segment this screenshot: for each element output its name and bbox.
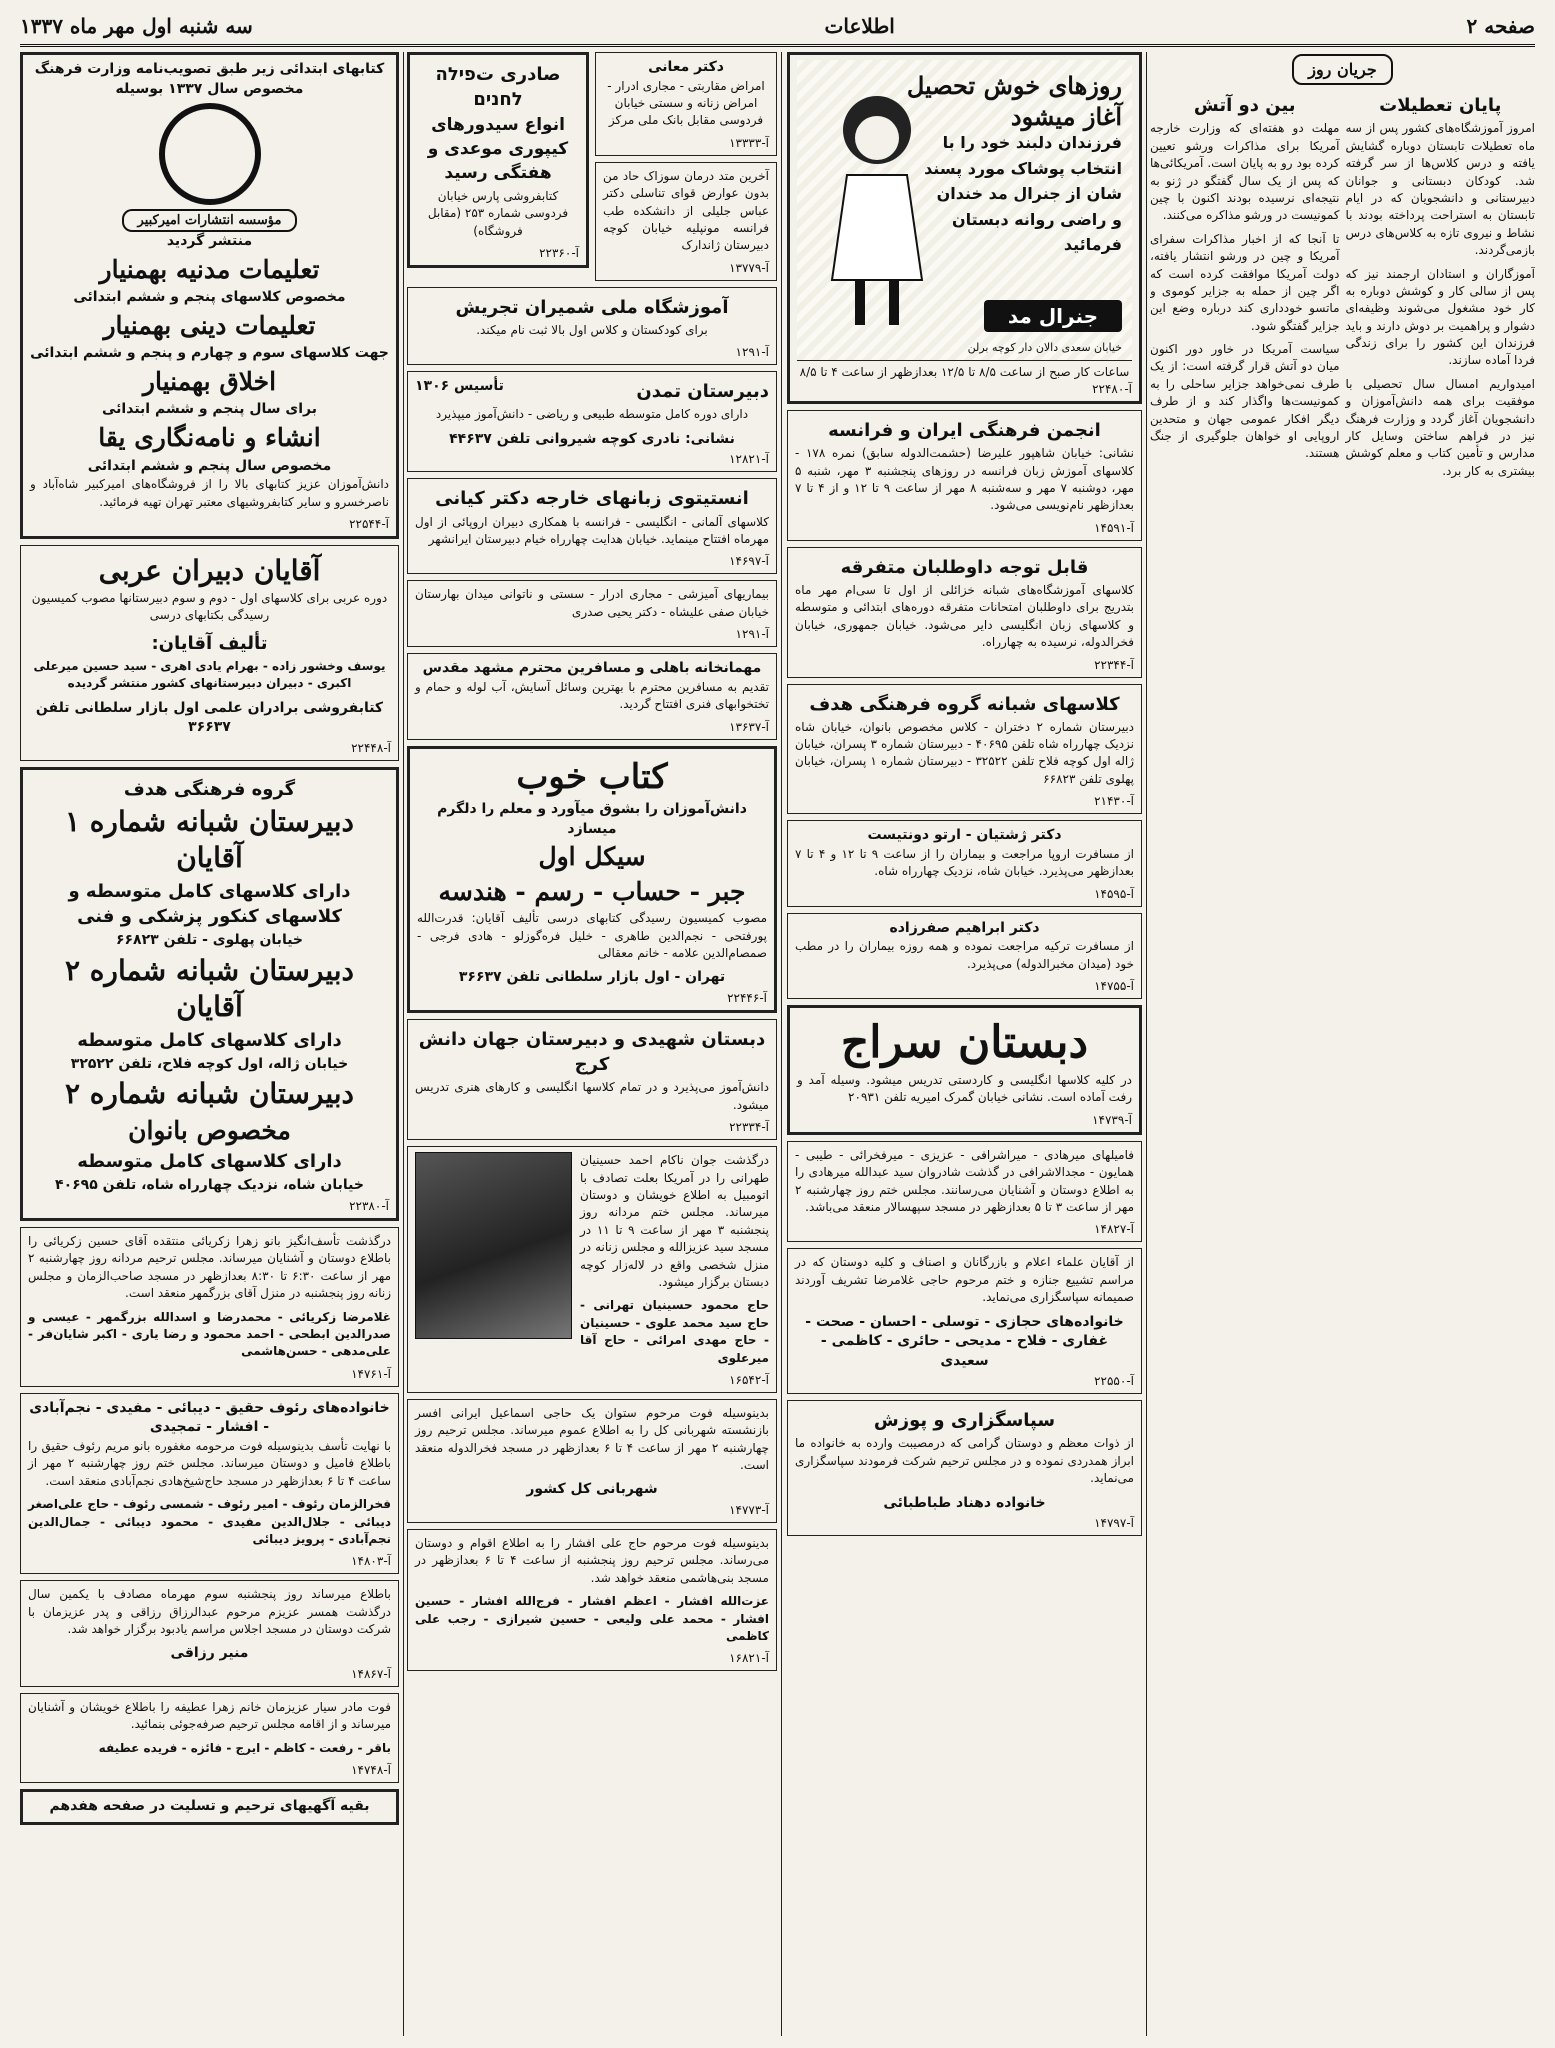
ad-afshar [407, 1529, 777, 1671]
ads-column-far-left [20, 52, 399, 2036]
ad-title: انستیتوی زبانهای خارجه دکتر کیانی [435, 488, 749, 510]
ad-arabic-teachers [20, 545, 399, 761]
ad-code: آ-۱۲۹۱ [735, 627, 769, 642]
ad-title: دبستان سراج [840, 1017, 1089, 1068]
ad-title: دکتر ابراهیم صفرزاده [889, 919, 1040, 936]
ad-names: باقر - رفعت - کاظم - ایرج - فائزه - فریده عطیفه [98, 1740, 391, 1755]
ad-doctor-sadri [407, 580, 777, 647]
book-title: اخلاق بهمنیار [142, 366, 277, 396]
ad-signature: شهربانی کل کشور [526, 1481, 658, 1498]
ad-body: انواع سیدورهای کیپوری موعدی و هفتگی رسید [427, 115, 569, 183]
ad-title: کتابهای ابتدائی زیر طبق تصویب‌نامه وزارت فرهنگ مخصوص سال ۱۳۳۷ بوسیله [34, 61, 385, 97]
ad-body: فوت مادر سیار عزیزمان خانم زهرا عطیفه را باطلاع خویشان و آشنایان میرساند و از اقامه مجلس ترحیم صرفه‌جوئی بنمائید. [28, 1700, 391, 1732]
ad-hours: ساعات کار صبح از ساعت ۸/۵ تا ۱۲/۵ بعدازظهر از ساعت ۴ تا ۸/۵ [799, 365, 1130, 379]
ad-names: غلامرضا زکریائی - محمدرضا و اسدالله بزرگمهر - عیسی و صدرالدین ابطحی - احمد محمود و رضا یاری - اکبر شایان‌فر - علی‌مدهی - حسن‌هاشمی [28, 1309, 391, 1359]
ad-body: امراض مقاربتی - مجاری ادرار - امراض زنانه و سستی خیابان فردوسی مقابل بانک ملی مرکز [607, 78, 765, 128]
ad-founded: تأسیس ۱۳۰۶ [415, 378, 504, 395]
section-label: جریان روز [1292, 54, 1393, 85]
school-desc: دارای کلاسهای کامل متوسطه [77, 1151, 342, 1173]
ad-code: آ-۱۶۵۴۲ [729, 1372, 769, 1387]
ad-body: بدینوسیله فوت مرحوم حاج علی افشار را به اطلاع اقوام و دوستان می‌رساند. مجلس ترحیم روز پنجشنبه از ساعت ۴ تا ۶ بعدازظهر در مسجد بنی‌هاشمی منعقد خواهد شد. [415, 1536, 769, 1585]
ad-address: خیابان سعدی دالان دار کوچه برلن [967, 341, 1122, 354]
school-address: خیابان پهلوی - تلفن ۶۶۸۲۳ [115, 932, 304, 949]
ad-authors-label: تألیف آقایان: [151, 632, 268, 654]
ad-amirkabir-books [20, 52, 399, 539]
portrait-photo [415, 1152, 572, 1339]
ad-code: آ-۲۲۳۸۰ [349, 1199, 389, 1214]
article-paragraph: تا آنجا که از اخبار مذاکرات سفرای آمریکا و چین در ورشو انتشار یافته، دولت آمریکا موافقت کرده است که اگر چین از حمله به جزایر کوموی و ماتسو خودداری کند درباره وضع این جزایر گفتگو شود. [1150, 231, 1340, 333]
ad-code: آ-۱۴۷۳۹ [1092, 1112, 1132, 1127]
ad-body: فامیلهای میرهادی - میراشرافی - عزیزی - میرفخرائی - طیبی - همایون - مجدالاشرافی در گذشت شادروان سید عبدالله میرهادی را به اطلاع دوستان و آشنایان می‌رسانند. مجلس ختم روز چهارشنبه ۲ مهر از ساعت ۳ تا ۵ بعدازظهر در مسجد سپهسالار منعقد می‌باشد. [795, 1147, 1134, 1214]
ad-title: دکتر ژشتیان - ارتو دونتیست [867, 827, 1062, 844]
ad-body: برای کودکستان و کلاس اول بالا ثبت نام میکند. [476, 322, 708, 337]
ad-body: آخرین متد درمان سوزاک حاد من بدون عوارض قوای تناسلی دکتر عباس جلیلی از دانشکده طب فرانسه مونپلیه خیابان کوچه دبیرستان ژاندارک [603, 168, 769, 253]
article-paragraph: امروز آموزشگاه‌های کشور پس از سه ماه تعطیلات تابستان دوباره گشایش یافته و درس کلاس‌ها از سر گرفته شد. کودکان دبستانی و جوانان دبیرستانی و دانشجویان که در ایام تابستان به استراحت پرداخته بودند با نشاط و نیروی تازه به کلاس‌های درس بازمی‌گردند. [1345, 121, 1535, 258]
ad-body: دبیرستان شماره ۲ دختران - کلاس مخصوص بانوان، خیابان شاه نزدیک چهارراه شاه تلفن ۴۰۶۹۵ - دبیرستان شماره ۳ پسران، خیابان ژاله اول کوچه فلاح تلفن ۳۲۵۲۲ - دبیرستان شماره ۱ پسران، خیابان پهلوی تلفن ۶۶۸۲۳ [795, 719, 1135, 786]
book-title: انشاء و نامه‌نگاری یقا [98, 423, 321, 453]
ad-code: آ-۱۴۷۹۷ [1094, 1516, 1134, 1531]
ad-code: آ-۲۲۴۴۸ [351, 740, 391, 755]
publisher-name: مؤسسه انتشارات امیرکبیر [122, 209, 298, 232]
article-title: بین دو آتش [1193, 95, 1296, 117]
brand-logo: جنرال مد [984, 300, 1122, 332]
ad-code: آ-۱۴۷۶۱ [351, 1366, 391, 1381]
ad-hadaf-classes [787, 684, 1142, 815]
ad-body: دانش‌آموز می‌پذیرد و در تمام کلاسها انگلیسی و کارهای هنری تدریس میشود. [415, 1080, 769, 1112]
page-header [20, 8, 1535, 47]
ad-mourning-mirhadi [787, 1141, 1142, 1243]
ad-body: تقدیم به مسافرین محترم با بهترین وسائل آسایش، آب لوله و حمام و تختخوابهای فنری افتتاح گردید. [415, 679, 769, 712]
ad-atifeh [20, 1693, 399, 1783]
ad-doctor-maani [595, 52, 777, 156]
ad-code: آ-۱۲۸۲۱ [729, 452, 769, 467]
ad-doctor-jalili [595, 162, 777, 281]
book-note: مخصوص سال پنجم و ششم ابتدائی [87, 457, 332, 474]
ad-body: دانش‌آموزان عزیز کتابهای بالا را از فروشگاه‌های امیرکبیر شاه‌آباد و ناصرخسرو و سایر کتابفروشیهای معتبر تهران تهیه فرمائید. [30, 477, 389, 509]
ad-body: از مسافرت اروپا مراجعت و بیماران را از ساعت ۹ تا ۱۲ و ۴ تا ۷ بعدازظهر می‌پذیرد. خیابان شاه، نزدیک چهارراه شاه. [795, 846, 1135, 879]
issue-date: سه شنبه اول مهر ماه ۱۳۳۷ [20, 14, 253, 38]
ad-shop: کتابفروشی پارس خیابان فردوسی شماره ۲۵۳ (مقابل فروشگاه) [427, 188, 569, 238]
ad-signature: خانواده دهناد طباطبائی [883, 1494, 1046, 1511]
ad-body: کلاسهای آموزشگاه‌های شبانه خزائلی از اول تا سی‌ام مهر ماه بتدریج برای داوطلبان امتحانات متفرقه دوره‌های ابتدائی و متوسطه و کلاسهای زبان انگلیسی دایر می‌شود. خیابان جمهوری، خیابان فخرالدوله، نرسیده به چهارراه. [795, 582, 1134, 650]
publisher-logo-icon [159, 103, 261, 205]
ad-body: کلاسهای آلمانی - انگلیسی - فرانسه با همکاری دبیران اروپائی از اول مهرماه افتتاح مینماید. خیابان هدایت چهارراه خیام دبیرستان ایرانشهر [415, 514, 769, 547]
ad-doctor-safarzadeh [787, 913, 1142, 999]
ad-code: آ-۱۴۸۲۷ [1094, 1222, 1134, 1237]
ad-code: آ-۲۲۴۴۶ [727, 991, 767, 1006]
ad-code: آ-۱۴۷۵۵ [1094, 979, 1134, 993]
ad-subjects: جبر - حساب - رسم - هندسه [438, 876, 746, 906]
ad-code: آ-۲۲۳۴۴ [1094, 657, 1134, 672]
column-rule [781, 52, 782, 2036]
ad-code: آ-۱۳۳۳۳ [729, 135, 769, 150]
ad-names: فخرالزمان رئوف - امیر رئوف - شمسی رئوف - حاج علی‌اصغر دیبائی - جلال‌الدین مفیدی - محمود دیبائی - جمال‌الدین نجم‌آبادی - پرویز دیبائی [28, 1497, 391, 1546]
book-note: جهت کلاسهای سوم و چهارم و پنجم و ششم ابتدائی [30, 345, 389, 362]
ad-title: آموزشگاه ملی شمیران تجریش [455, 296, 729, 318]
ad-body: با نهایت تأسف بدینوسیله فوت مرحومه مغفوره بانو مریم رئوف حقیق را باطلاع فامیل و دوستان میرساند. مجلس ختم روز چهارشنبه ۲ مهر از ساعت ۴ تا ۶ بعدازظهر در مسجد حاج‌شیخ‌هادی نجم‌آبادی منعقد است. [28, 1438, 391, 1488]
ad-body: درگذشت جوان ناکام احمد حسینیان طهرانی را در آمریکا بعلت تصادف با اتومبیل به اطلاع خویشان و دوستان میرساند. مجلس ختم مردانه روز پنجشنبه ۳ مهر از ساعت ۹ تا ۱۱ در مسجد سید عزیزالله و مجلس زنانه در منزل شخصی واقع در لاله‌زار کوچه دبستان برگزار میشود. [580, 1153, 770, 1289]
article-paragraph: امیدواریم امسال سال تحصیلی با موفقیت برای همه دانش‌آموزان و دانشجویان آغاز گردد و وزارت فرهنگ نیز در فراهم ساختن وسایل کار مدارس و تأمین کتاب و معلم کوشش بیشتری به کار برد. [1345, 376, 1535, 478]
ad-title: دبیرستان تمدن [636, 381, 769, 403]
ad-zakariaei [20, 1227, 399, 1387]
girl-illustration [807, 80, 937, 340]
ad-attention [787, 547, 1142, 678]
ad-languages-institute [407, 478, 777, 574]
article-paragraph: مهلت دو هفته‌ای که وزارت خارجه آمریکا برای مذاکرات ورشو تعیین کرده بود رو به پایان است. آمریکائی‌ها که پس از یک سال گفتگو در ژنو به نتیجه‌ای نرسیده بودند اکنون با چین کمونیست در ورشو مذاکره می‌کنند. [1150, 121, 1340, 223]
ad-seraj-school [787, 1005, 1142, 1135]
editorial-column [1150, 52, 1535, 2036]
ad-code: آ-۱۴۷۷۳ [729, 1503, 769, 1518]
school-subtitle: مخصوص بانوان [128, 1115, 291, 1145]
ads-column-left [407, 52, 777, 2036]
ad-body: از ذوات معظم و دوستان گرامی که درمصیبت وارده به خانواده ما ابراز همدردی نموده و در مجلس ترحیم شرکت فرمودند سپاسگزاری می‌نماید. [795, 1436, 1134, 1486]
ad-body: بدینوسیله فوت مرحوم ستوان یک حاجی اسماعیل ایرانی افسر بازنشسته شهربانی کل را به اطلاع عموم میرساند. مجلس ترحیم روز چهارشنبه ۲ مهر از ساعت ۴ تا ۶ بعدازظهر در مسجد فخرالدوله منعقد است. [415, 1405, 770, 1473]
ad-title: قابل توجه داوطلبان متفرقه [840, 556, 1089, 578]
ad-names: خانواده‌های حجازی - توسلی - احسان - صحت - غفاری - فلاح - مدیحی - حائری - کاظمی - سعیدی [805, 1313, 1124, 1369]
ad-title: انجمن فرهنگی ایران و فرانسه [828, 420, 1101, 441]
ad-body: مصوب کمیسیون رسیدگی کتابهای درسی تألیف آقایان: قدرت‌الله پورفتحی - نجم‌الدین طاهری - خلیل فره‌گوزلو - هادی فرجی - صمصام‌الدین علامه - خانم معقالی [417, 911, 767, 961]
ad-body: درگذشت تأسف‌انگیز بانو زهرا زکریائی منتقده آقای حسین زکریائی را باطلاع دوستان و آشنایان میرساند. مجلس ترحیم مردانه روز چهارشنبه ۲ مهر از ساعت ۶:۳۰ تا ۸:۳۰ بعدازظهر در مسجد صاحب‌الزمان و مجلس زنانه روز پنجشنبه در منزل آقای بزرگمهر منعقد است. [28, 1234, 392, 1301]
ad-code: آ-۱۳۶۳۷ [729, 719, 769, 734]
ad-code: آ-۲۲۳۶۰ [539, 245, 579, 260]
ads-column-middle [787, 52, 1142, 2036]
continued-note: بقیه آگهیهای ترحیم و تسلیت در صفحه هفدهم [20, 1789, 399, 1825]
column-rule [1146, 52, 1147, 2036]
school-address: خیابان شاه، نزدیک چهارراه شاه، تلفن ۴۰۶۹۵ [55, 1177, 364, 1194]
article-title: پایان تعطیلات [1379, 95, 1502, 117]
ad-subtitle: دانش‌آموزان را بشوق میآورد و معلم را دلگرم میسازد [437, 801, 747, 837]
ad-tajrish-school [407, 287, 777, 366]
column-rule [403, 52, 404, 2036]
ad-sidur [407, 52, 589, 268]
ad-body: باطلاع میرساند روز پنجشنبه سوم مهرماه مصادف با یکمین سال درگذشت همسر عزیزم مرحوم عبدالرزاق رزاقی و پدر عزیزمان با شرکت دوستان در مسجد اجلاس مراسم یادبود برگزار خواهد شد. [28, 1587, 391, 1637]
newspaper-title: اطلاعات [824, 14, 895, 38]
ad-series: سیکل اول [538, 842, 646, 872]
ad-title: دکتر معانی [648, 59, 724, 75]
ad-title: دبستان شهیدی و دبیرستان جهان دانش کرج [418, 1029, 766, 1076]
ad-general-mode [787, 52, 1142, 404]
ad-title: کلاسهای شبانه گروه فرهنگی هدف [809, 693, 1120, 715]
school-title: دبیرستان شبانه شماره ۲ آقایان [64, 953, 355, 1024]
ad-body: در کلیه کلاسها انگلیسی و کاردستی تدریس میشود. وسیله آمد و رفت آماده است. نشانی خیابان گمرک امیریه تلفن ۲۰۹۳۱ [797, 1073, 1132, 1105]
ad-mashhad-hotel [407, 653, 777, 739]
group-name: گروه فرهنگی هدف [123, 778, 296, 800]
school-desc: دارای کلاسهای کامل متوسطه [77, 1029, 342, 1051]
ad-hadaf-group [20, 767, 399, 1221]
article-paragraph: آموزگاران و استادان ارجمند نیز که پس از سالی کار و کوشش دوباره به کار خود مشغول می‌شوند وظیفه‌ای دشوار و پراهمیت بر دوش دارند و باید فرزندان این کشور را برای زندگی فردا آماده سازند. [1345, 266, 1535, 368]
ad-title: آقایان دبیران عربی [98, 553, 321, 587]
ad-code: آ-۱۴۸۶۷ [351, 1667, 391, 1682]
book-note: برای سال پنجم و ششم ابتدائی [102, 401, 317, 418]
ad-code: آ-۲۲۵۴۴ [349, 516, 389, 531]
ad-authors: یوسف وخشور زاده - بهرام یادی اهری - سید حسین میرعلی اکبری - دبیران دبیرستانهای کشور منتشر گردیده [33, 658, 386, 691]
ad-code: آ-۱۶۸۲۱ [729, 1651, 769, 1666]
school-address: خیابان ژاله، اول کوچه فلاح، تلفن ۳۲۵۲۲ [70, 1055, 349, 1072]
ad-code: آ-۲۲۴۸۰ [1092, 382, 1132, 396]
ad-title: صادری تפילה לחנים [435, 64, 561, 111]
ad-ulama-thanks [787, 1248, 1142, 1394]
book-title: تعلیمات مدنیه بهمنیار [99, 254, 320, 284]
ad-body: از آقایان علماء اعلام و بازرگانان و اصناف و کلیه دوستان که در مراسم تشییع جنازه و ختم مرحوم حاجی غلامرضا تشریف آوردند صمیمانه سپاسگزاری می‌نماید. [795, 1255, 1134, 1305]
ad-police-officer [407, 1399, 777, 1523]
ad-title: مهمانخانه باهلی و مسافرین محترم مشهد مقدس [422, 660, 762, 677]
ad-names: عزت‌الله افشار - اعظم افشار - فرج‌الله افشار - حسین افشار - محمد علی ولیعی - حسین شیرازی - رجب علی کاظمی [415, 1594, 769, 1643]
ad-karaj-school [407, 1019, 777, 1140]
ad-thanks-apology [787, 1400, 1142, 1536]
ad-code: آ-۱۳۷۷۹ [729, 260, 769, 275]
ad-code: آ-۱۴۷۴۸ [351, 1763, 391, 1778]
ad-code: آ-۲۲۵۵۰ [1094, 1374, 1134, 1389]
ad-tamadon-school [407, 371, 777, 472]
ad-title: سپاسگزاری و پوزش [873, 1410, 1056, 1432]
ad-anjoman [787, 410, 1142, 541]
ad-names: حاج محمود حسینیان تهرانی - حاج سید محمد علوی - حسینیان - حاج مهدی امرائی - حاج آقا میرعلوی [580, 1298, 769, 1365]
ad-shop: کتابفروشی برادران علمی اول بازار سلطانی تلفن ۳۶۶۳۷ [35, 699, 384, 736]
ad-body: بیماریهای آمیزشی - مجاری ادرار - سستی و ناتوانی میدان بهارستان خیابان صفی علیشاه - دکتر یحیی صدری [415, 587, 769, 619]
ad-code: آ-۱۴۵۹۵ [1094, 886, 1134, 901]
page-number: صفحه ۲ [1466, 14, 1535, 38]
ad-doctor-orthodontist [787, 820, 1142, 906]
school-desc: دارای کلاسهای کامل متوسطه و کلاسهای کنکور پزشکی و فنی [68, 880, 351, 928]
ad-address: نشانی: نادری کوچه شیروانی تلفن ۴۴۶۳۷ [449, 430, 735, 447]
children-illustration [797, 60, 1132, 361]
ad-code: آ-۱۴۵۹۱ [1094, 520, 1134, 535]
school-title: دبیرستان شبانه شماره ۱ آقایان [64, 805, 355, 875]
ad-rouf [20, 1393, 399, 1575]
ad-body: نشانی: خیابان شاهپور علیرضا (حشمت‌الدوله سابق) نمره ۱۷۸ - کلاسهای آموزش زبان فرانسه در روزهای پنجشنبه ۳ مهر، شنبه ۵ مهر، دوشنبه ۷ مهر و سه‌شنبه ۸ مهر از ساعت ۹ تا ۱۲ و از ۴ تا ۷ بعدازظهر نام‌نویسی می‌شود. [795, 446, 1135, 513]
ad-subtext: فرزندان دلبند خود را با انتخاب پوشاک مورد پسند شان از جنرال مد خندان و راضی روانه دبستان فرمائید [924, 133, 1122, 255]
ad-code: آ-۲۲۳۳۴ [729, 1120, 769, 1135]
ad-signature: منیر رزاقی [170, 1645, 249, 1662]
ad-intro: منتشر گردید [166, 233, 253, 250]
article-paragraph: سیاست آمریکا در خاور دور اکنون میان دو آتش قرار گرفته است: از یک طرف نمی‌خواهد جزایر ساحلی را به کمونیست‌ها واگذار کند و از طرف دیگر افکار عمومی جهان و متحدین اروپایی او خواهان جلوگیری از جنگ هستند. [1150, 342, 1340, 461]
ad-death-tehrani [407, 1146, 777, 1393]
ad-good-book [407, 746, 777, 1013]
ad-code: آ-۲۱۴۳۰ [1094, 794, 1134, 809]
ad-body: دوره عربی برای کلاسهای اول - دوم و سوم دبیرستانها مصوب کمیسیون رسیدگی بکتابهای درسی [31, 590, 388, 623]
ad-headline: روزهای خوش تحصیل آغاز میشود [906, 71, 1122, 132]
ad-code: آ-۱۲۹۱ [735, 345, 769, 360]
book-note: مخصوص کلاسهای پنجم و ششم ابتدائی [73, 289, 346, 306]
school-title: دبیرستان شبانه شماره ۲ [64, 1077, 355, 1111]
ad-code: آ-۱۴۸۰۳ [351, 1554, 391, 1569]
ad-body: دارای دوره کامل متوسطه طبیعی و ریاضی - دانش‌آموز میپذیرد [435, 407, 749, 422]
ad-code: آ-۱۴۶۹۷ [729, 554, 769, 569]
ad-body: از مسافرت ترکیه مراجعت نموده و همه روزه بیماران را در مطب خود (میدان مخبرالدوله) می‌پذیرد. [795, 939, 1134, 971]
book-title: تعلیمات دینی بهمنیار [103, 310, 316, 340]
ad-title: کتاب خوب [516, 756, 668, 797]
ad-shop: تهران - اول بازار سلطانی تلفن ۳۶۶۳۷ [458, 969, 726, 986]
ad-razzaghi [20, 1580, 399, 1687]
ad-title: خانواده‌های رئوف حقیق - دیبائی - مفیدی - نجم‌آبادی - افشار - تمجیدی [29, 1399, 390, 1436]
